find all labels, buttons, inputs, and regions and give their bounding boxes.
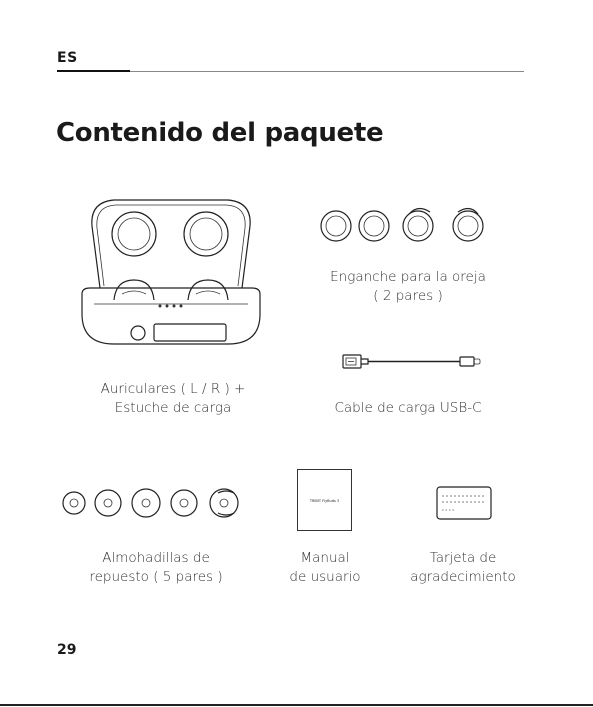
ear-tips-icon [60,483,250,523]
caption-line: Cable de carga USB-C [334,400,482,416]
page-number: 29 [57,642,77,658]
header-rule-accent [57,70,130,72]
page-title: Contenido del paquete [56,118,384,148]
caption-manual [270,549,380,587]
earbuds-charging-case-icon [78,196,264,350]
footer-rule [0,704,593,706]
caption-line: agradecimiento [410,569,516,585]
caption-line: Auriculares ( L / R ) + [100,381,246,397]
caption-earbuds-case [70,380,276,418]
caption-ear-hooks [310,268,506,306]
caption-line: ( 2 pares ) [373,288,443,304]
header-rule [130,71,524,72]
user-manual-icon [297,469,352,531]
manual-cover-text: TRIBIT FlyBuds 3 [309,499,340,503]
caption-usb-cable [310,399,506,418]
caption-line: de usuario [289,569,361,585]
caption-line: repuesto ( 5 pares ) [89,569,223,585]
usb-c-cable-icon [342,352,482,372]
caption-line: Almohadillas de [102,550,210,566]
caption-line: Enganche para la oreja [330,269,486,285]
thank-you-card-icon [436,486,492,520]
caption-thank-you-card [400,549,526,587]
caption-ear-tips [56,549,256,587]
caption-line: Manual [300,550,350,566]
caption-line: Estuche de carga [114,400,232,416]
ear-hooks-icon [318,206,490,246]
language-code: ES [57,50,78,66]
caption-line: Tarjeta de [429,550,497,566]
